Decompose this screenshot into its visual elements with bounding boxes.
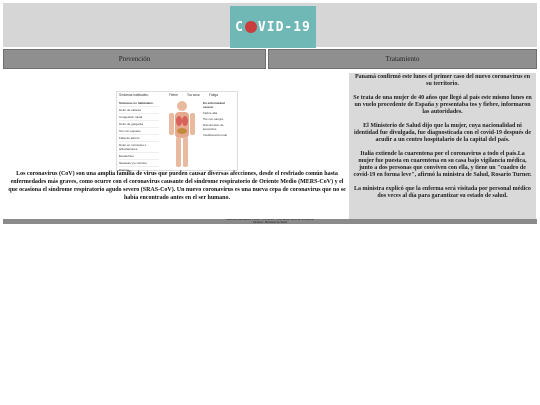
- virus-icon: [245, 21, 257, 33]
- nav-tratamiento-label: Tratamiento: [385, 55, 420, 63]
- coronavirus-description: Los coronavirus (CoV) son una amplia familia de virus que pueden causar diversas afecciones, desde el resfriado común hasta enfermedades más graves, como ocurre con el coronavirus causante del síndrome respiratorio de Oriente Medio (MERS-CoV) y el que ocasiona el síndrome respiratorio agudo severo (SRAS-CoV). Un nuevo coronavirus es una nueva cepa de coronavirus que no se había encontrado antes en el ser humano.: [8, 171, 346, 201]
- uncommon-title: Síntomas no habituales:: [119, 100, 159, 107]
- figure-header: [117, 92, 237, 98]
- page-header: [3, 3, 537, 47]
- list-item: Diarrea: [119, 167, 159, 174]
- logo-suffix: VID-19: [257, 19, 311, 35]
- nav-prevencion[interactable]: [3, 49, 266, 69]
- list-item: Tos con sangre: [203, 117, 224, 121]
- uncommon-symptoms-list: [119, 100, 159, 174]
- figure-col-4: Fatiga: [209, 93, 218, 97]
- list-item: Dolor en músculos o articulaciones: [119, 142, 159, 153]
- list-item: Dolor de garganta: [119, 121, 159, 128]
- footer-line: Derechos reservados © 2020 · COVID-19 · Información sobre el coronavirus: [226, 219, 314, 221]
- severe-symptoms-list: [203, 100, 235, 138]
- news-paragraph: La ministra explicó que la enferma será visitada por personal médico dos veces al día para garantizar su estado de salud.: [354, 186, 531, 199]
- severe-title: En enfermedad severa:: [203, 101, 225, 109]
- figure-col-3: Tos seca: [187, 93, 200, 97]
- figure-col-2: Fiebre: [169, 93, 179, 97]
- news-paragraph: Panamá confirmó este lunes el primer caso del nuevo coronavirus en su territorio.: [354, 74, 531, 87]
- news-paragraph: Se trata de una mujer de 40 años que llegó al país este mismo lunes en un vuelo procedente de España y presentaba tos y fiebre, informaron las autoridades.: [353, 95, 532, 115]
- list-item: Congestión nasal: [119, 114, 159, 121]
- covid-logo[interactable]: [230, 6, 316, 48]
- human-body-icon: [163, 99, 201, 169]
- footer-line: Panamá · Ministerio de Salud: [252, 220, 288, 224]
- figure-col-1: Síntomas habituales:: [119, 93, 149, 97]
- list-item: Tos con esputos: [119, 128, 159, 135]
- nav-prevencion-label: Prevención: [118, 55, 151, 63]
- news-panel: [349, 73, 536, 219]
- logo-prefix: C: [235, 19, 244, 35]
- nav-tratamiento[interactable]: [268, 49, 537, 69]
- list-item: Dolor de cabeza: [119, 107, 159, 114]
- list-item: Disminución de leucocitos: [203, 123, 224, 131]
- list-item: Insuficiencia renal: [203, 133, 228, 137]
- list-item: Escalofríos: [119, 153, 159, 160]
- page-footer: [3, 219, 537, 224]
- news-paragraph: Italia extiende la cuarentena por el coronavirus a todo el país.La mujer fue puesta en cuarentena en su casa bajo vigilancia médica, junto a dos personas que conviven con ella, y tiene un "cuadro de covid-19 en forma leve", afirmó la ministra de Salud, Rosario Turner.: [353, 151, 532, 178]
- news-paragraph: El Ministerio de Salud dijo que la mujer, cuya nacionalidad ni identidad fue divulgada, fue diagnosticada con el covid-19 después de acudir a un centro hospitalario de la capital del país.: [353, 123, 532, 143]
- list-item: Falta de aliento: [119, 135, 159, 142]
- symptoms-figure: [116, 91, 238, 171]
- list-item: Náuseas y/o vómitos: [119, 160, 159, 167]
- list-item: Fiebre alta: [203, 111, 218, 115]
